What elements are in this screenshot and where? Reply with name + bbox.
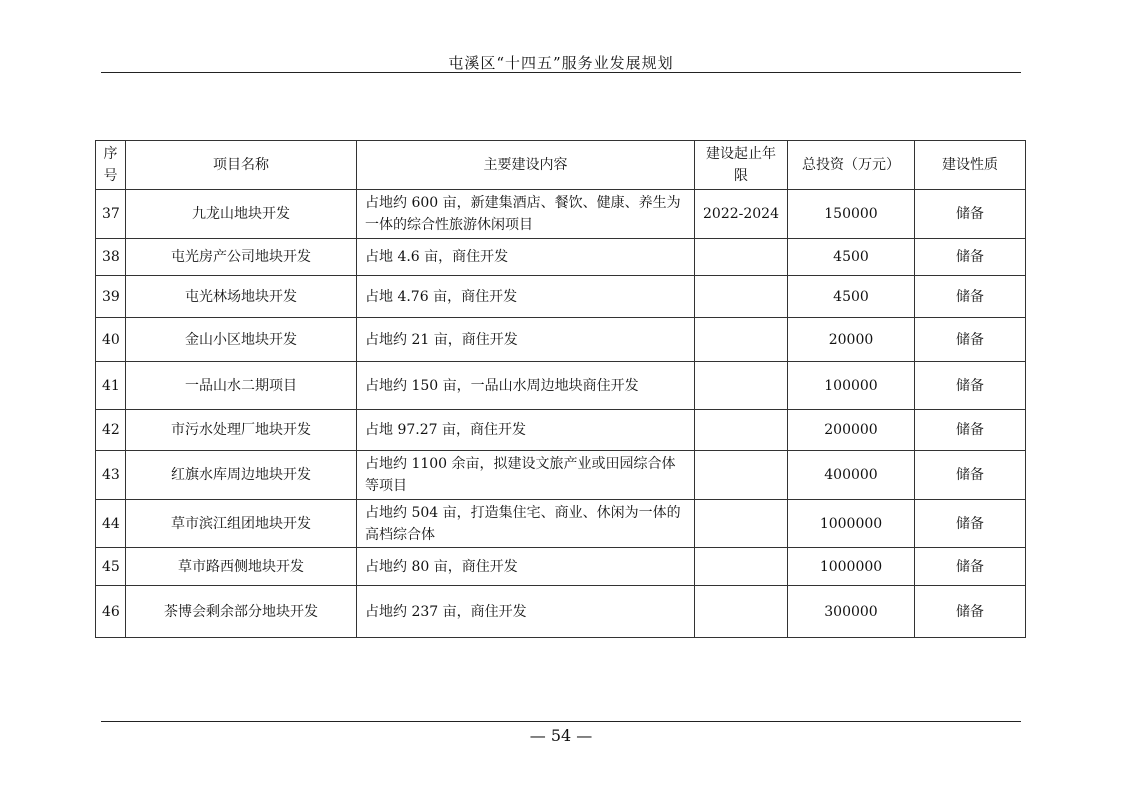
cell-investment: 400000	[788, 451, 915, 500]
table-row	[96, 190, 1026, 239]
cell-period	[695, 362, 788, 410]
cell-project-name: 草市滨江组团地块开发	[126, 500, 357, 548]
column-header-nature: 建设性质	[915, 141, 1026, 190]
table-row	[96, 276, 1026, 318]
cell-period	[695, 276, 788, 318]
table-row	[96, 362, 1026, 410]
cell-no: 42	[96, 410, 126, 451]
page-header-title: 屯溪区“十四五”服务业发展规划	[448, 54, 674, 72]
cell-project-name: 屯光林场地块开发	[126, 276, 357, 318]
column-header-content: 主要建设内容	[357, 141, 695, 190]
cell-investment: 4500	[788, 276, 915, 318]
cell-project-name: 屯光房产公司地块开发	[126, 239, 357, 276]
cell-investment: 150000	[788, 190, 915, 239]
cell-no: 41	[96, 362, 126, 410]
column-header-name: 项目名称	[126, 141, 357, 190]
cell-nature: 储备	[915, 451, 1026, 500]
cell-investment: 300000	[788, 586, 915, 638]
footer-divider	[101, 721, 1021, 722]
cell-no: 39	[96, 276, 126, 318]
cell-period	[695, 318, 788, 362]
cell-no: 43	[96, 451, 126, 500]
cell-content: 占地约 237 亩，商住开发	[357, 586, 695, 638]
table-row	[96, 410, 1026, 451]
cell-project-name: 市污水处理厂地块开发	[126, 410, 357, 451]
table-row	[96, 239, 1026, 276]
table-header-row	[96, 141, 1026, 190]
cell-investment: 4500	[788, 239, 915, 276]
cell-investment: 100000	[788, 362, 915, 410]
cell-nature: 储备	[915, 318, 1026, 362]
cell-nature: 储备	[915, 362, 1026, 410]
cell-content: 占地约 1100 余亩，拟建设文旅产业或田园综合体等项目	[357, 451, 695, 500]
cell-nature: 储备	[915, 276, 1026, 318]
cell-nature: 储备	[915, 500, 1026, 548]
table-row	[96, 586, 1026, 638]
cell-nature: 储备	[915, 410, 1026, 451]
cell-project-name: 一品山水二期项目	[126, 362, 357, 410]
cell-nature: 储备	[915, 239, 1026, 276]
cell-no: 44	[96, 500, 126, 548]
cell-nature: 储备	[915, 586, 1026, 638]
cell-no: 46	[96, 586, 126, 638]
header-divider	[101, 72, 1021, 73]
cell-project-name: 茶博会剩余部分地块开发	[126, 586, 357, 638]
cell-content: 占地约 600 亩，新建集酒店、餐饮、健康、养生为一体的综合性旅游休闲项目	[357, 190, 695, 239]
cell-period: 2022-2024	[695, 190, 788, 239]
cell-investment: 200000	[788, 410, 915, 451]
column-header-period: 建设起止年限	[695, 141, 788, 190]
cell-content: 占地约 80 亩，商住开发	[357, 548, 695, 586]
cell-project-name: 红旗水库周边地块开发	[126, 451, 357, 500]
table-row	[96, 451, 1026, 500]
cell-nature: 储备	[915, 190, 1026, 239]
cell-no: 40	[96, 318, 126, 362]
cell-content: 占地约 150 亩，一品山水周边地块商住开发	[357, 362, 695, 410]
cell-no: 38	[96, 239, 126, 276]
cell-content: 占地 4.76 亩，商住开发	[357, 276, 695, 318]
page-number: — 54 —	[529, 726, 593, 745]
cell-investment: 20000	[788, 318, 915, 362]
cell-content: 占地 4.6 亩，商住开发	[357, 239, 695, 276]
cell-period	[695, 548, 788, 586]
cell-period	[695, 239, 788, 276]
cell-content: 占地 97.27 亩，商住开发	[357, 410, 695, 451]
cell-period	[695, 410, 788, 451]
table-row	[96, 548, 1026, 586]
cell-period	[695, 451, 788, 500]
cell-investment: 1000000	[788, 500, 915, 548]
project-table	[95, 140, 1026, 638]
cell-project-name: 九龙山地块开发	[126, 190, 357, 239]
cell-content: 占地约 504 亩，打造集住宅、商业、休闲为一体的高档综合体	[357, 500, 695, 548]
cell-no: 45	[96, 548, 126, 586]
cell-period	[695, 586, 788, 638]
cell-no: 37	[96, 190, 126, 239]
cell-project-name: 草市路西侧地块开发	[126, 548, 357, 586]
table-row	[96, 318, 1026, 362]
cell-project-name: 金山小区地块开发	[126, 318, 357, 362]
table-row	[96, 500, 1026, 548]
column-header-investment: 总投资（万元）	[788, 141, 915, 190]
cell-content: 占地约 21 亩，商住开发	[357, 318, 695, 362]
cell-nature: 储备	[915, 548, 1026, 586]
column-header-no: 序号	[96, 141, 126, 190]
cell-investment: 1000000	[788, 548, 915, 586]
cell-period	[695, 500, 788, 548]
